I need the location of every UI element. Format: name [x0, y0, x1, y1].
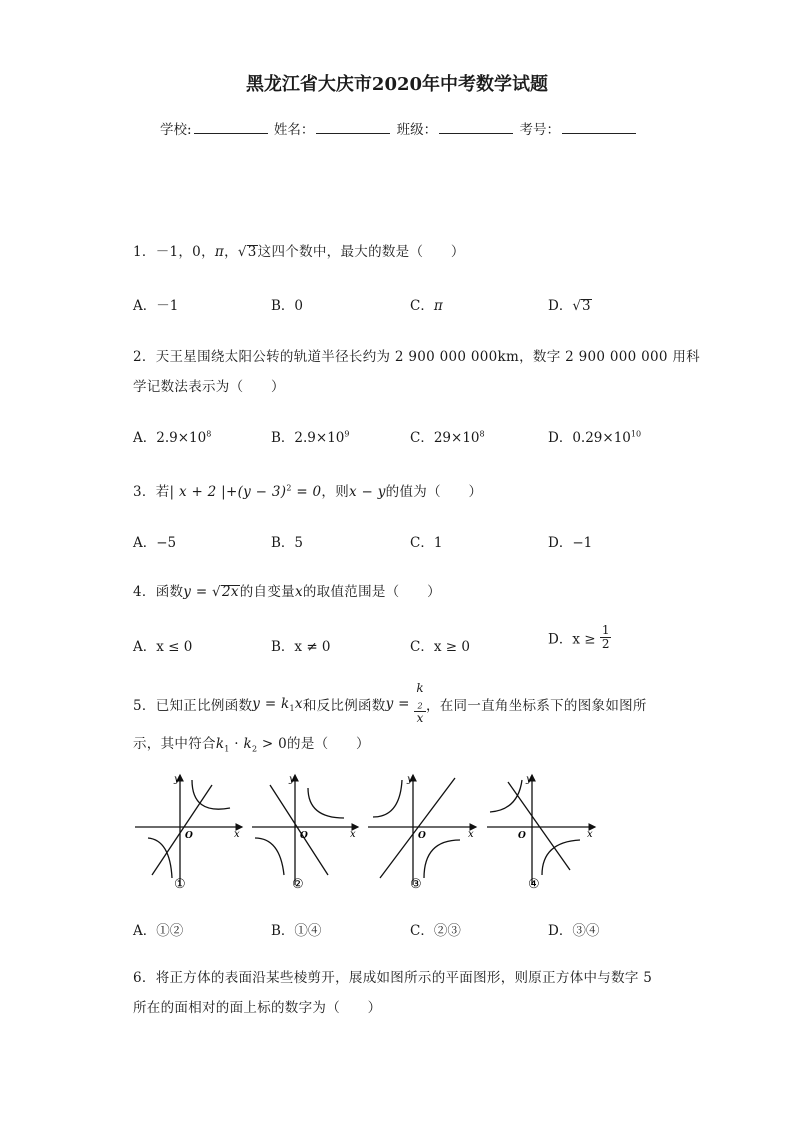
question-5-option-b[interactable]: B．①④	[271, 923, 322, 939]
question-1-stem: 1．－1，0，π，√3这四个数中，最大的数是（ ）	[133, 244, 465, 260]
question-4-stem: 4．函数y = √2x的自变量x的取值范围是（ ）	[133, 584, 441, 600]
graph-2-x-label: x	[350, 829, 356, 840]
question-2-line-2: 学记数法表示为（ ）	[133, 379, 285, 395]
question-3-option-c[interactable]: C．1	[410, 535, 443, 551]
graph-2-caption: ②	[292, 877, 304, 892]
graph-3[interactable]	[368, 775, 476, 885]
question-2-option-b[interactable]: B．$2.9\times 10^9$	[271, 429, 350, 446]
school-label: 学校:	[160, 122, 192, 138]
graph-1-caption: ①	[174, 877, 186, 892]
graph-3-hyperbola-upper	[373, 780, 402, 817]
question-1-option-b[interactable]: B．0	[271, 298, 304, 314]
exam-no-blank[interactable]	[562, 119, 636, 134]
graph-4-hyperbola-upper	[490, 780, 522, 812]
name-blank[interactable]	[316, 119, 390, 134]
graph-1-hyperbola-upper	[192, 780, 230, 809]
question-5-line-2: 示，其中符合$k_1 \cdot k_2 > 0$的是（ ）	[133, 736, 370, 754]
question-4-option-d[interactable]: D．x ≥ $\frac{1}{2}$	[548, 623, 610, 652]
graph-4-x-label: x	[587, 829, 593, 840]
graph-1-y-label: y	[174, 774, 180, 785]
question-4-option-b[interactable]: B．x ≠ 0	[271, 639, 331, 655]
question-2-line-1: 2．天王星围绕太阳公转的轨道半径长约为 2 900 000 000km，数字 2 900 000 000 用科	[133, 349, 700, 365]
class-blank[interactable]	[439, 119, 513, 134]
question-1-option-a[interactable]: A．－1	[133, 298, 179, 314]
exam-no-label: 考号：	[519, 122, 560, 138]
graph-4-origin: O	[518, 831, 526, 841]
question-3-option-d[interactable]: D．−1	[548, 535, 593, 551]
graph-1-x-label: x	[234, 829, 240, 840]
graph-2-origin: O	[300, 831, 308, 841]
question-4-option-a[interactable]: A．x ≤ 0	[133, 639, 193, 655]
question-3-option-a[interactable]: A．−5	[133, 535, 177, 551]
graph-2-line	[270, 785, 328, 875]
student-info-line	[160, 118, 638, 138]
graph-2-y-label: y	[289, 774, 295, 785]
question-5-option-d[interactable]: D．③④	[548, 923, 600, 939]
question-2-option-a[interactable]: A．$2.9\times 10^8$	[133, 429, 212, 446]
question-5-option-c[interactable]: C．②③	[410, 923, 461, 939]
graph-1-line	[152, 785, 212, 875]
graph-4-y-label: y	[526, 774, 532, 785]
graph-3-y-label: y	[407, 774, 413, 785]
graph-2[interactable]	[252, 775, 358, 885]
question-1-option-c[interactable]: C．π	[410, 298, 443, 314]
question-5-graphs	[130, 770, 600, 898]
graph-3-x-label: x	[468, 829, 474, 840]
graph-2-hyperbola-lower	[255, 838, 284, 875]
graph-3-caption: ③	[410, 877, 422, 892]
graph-3-line	[380, 778, 455, 878]
question-3-option-b[interactable]: B．5	[271, 535, 304, 551]
school-blank[interactable]	[194, 119, 268, 134]
question-6-line-2: 所在的面相对的面上标的数字为（ ）	[133, 1000, 382, 1016]
question-2-option-d[interactable]: D．$0.29\times 10^{10}$	[548, 429, 642, 446]
question-2-option-c[interactable]: C．$29\times 10^8$	[410, 429, 485, 446]
question-5-option-a[interactable]: A．①②	[133, 923, 184, 939]
page-title: 黑龙江省大庆市2020年中考数学试题	[245, 74, 549, 95]
graph-4[interactable]	[487, 775, 595, 885]
question-3-stem: 3．若| x + 2 $|+(y - 3)^2 = 0$，则x − y的值为（ ）	[133, 483, 483, 500]
name-label: 姓名：	[273, 122, 315, 138]
graph-1-origin: O	[185, 831, 193, 841]
class-label: 班级：	[396, 122, 438, 138]
question-6-line-1: 6．将正方体的表面沿某些棱剪开，展成如图所示的平面图形，则原正方体中与数字 5	[133, 970, 653, 986]
question-1-option-d[interactable]: D．√3	[548, 298, 591, 314]
question-4-option-c[interactable]: C．x ≥ 0	[410, 639, 470, 655]
graph-1[interactable]	[135, 775, 242, 885]
graph-4-caption: ④	[528, 877, 540, 892]
question-5-line-1: 5．已知正比例函数$y = k_1x$和反比例函数y = k $_2$ x ，在同一直角坐标系下的图象如图所	[133, 681, 647, 726]
graph-1-hyperbola-lower	[148, 838, 172, 878]
graph-3-origin: O	[418, 831, 426, 841]
graph-2-hyperbola-upper	[308, 788, 344, 818]
graph-3-hyperbola-lower	[424, 840, 460, 878]
